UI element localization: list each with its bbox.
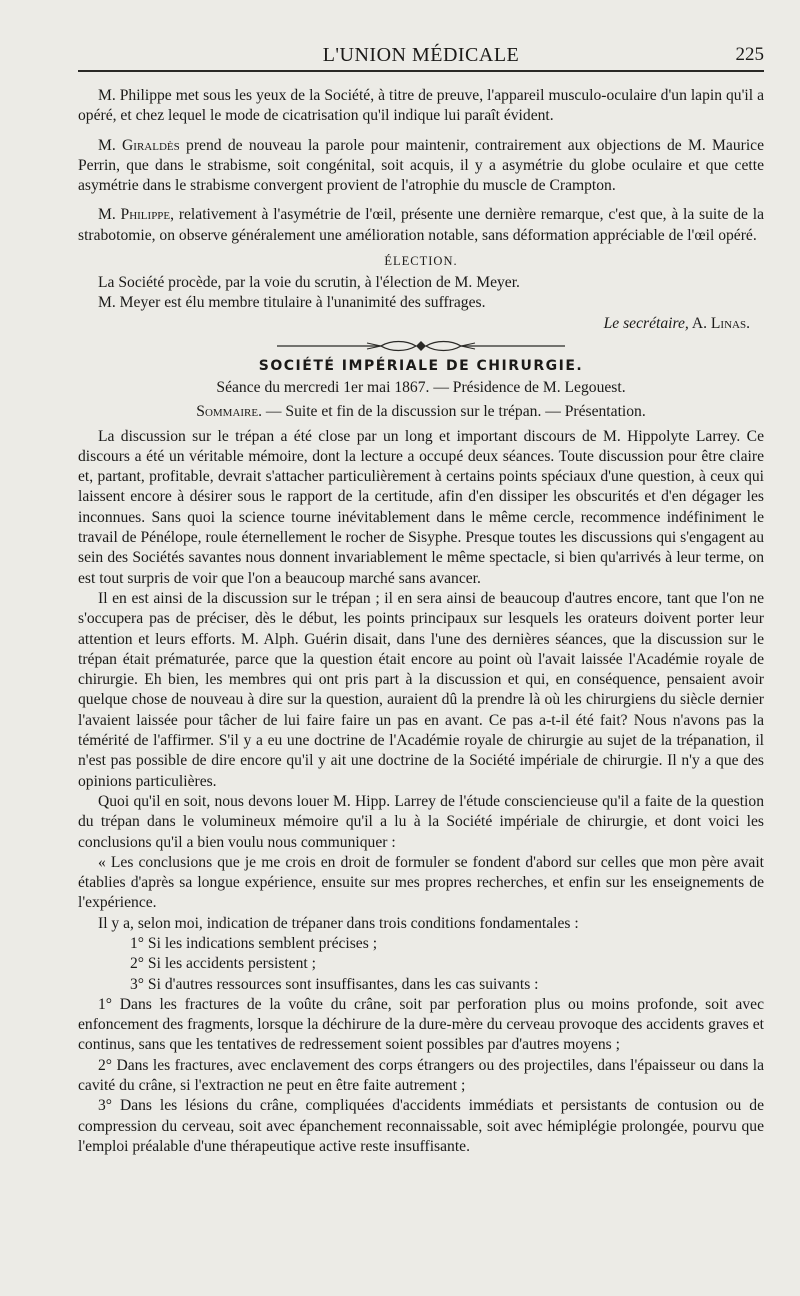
condition-item: 3° Si d'autres ressources sont insuffisantes, dans les cas suivants :	[130, 975, 539, 993]
signature-name: A. Linas.	[688, 314, 750, 332]
paragraph-discussion-trepan: La discussion sur le trépan a été close par un long et important discours de M. Hippolyte Larrey. Ce discours a été un véritable mémoire, dont la lecture a occupé deux séances. Toute discussion pour être claire et, partant, profitable, devrait s'attacher particulièrement à certains points spéciaux d'une question, à ceux qui laissent encore à désirer sous le rapport de la certitude, afin d'en dissiper les obscurités et d'en dégager les inconnues. Sans quoi la science tourne inévitablement dans le même cercle, recommence indéfiniment le travail de Pénélope, roule éternellement le rocher de Sisyphe. Presque toutes les discussions qui s'engagent au sein des Sociétés savantes nous donnent invariablement le même spectacle, si bien qu'arrivés à leur terme, on est tout surpris de voir que l'on a beaucoup marché sans avancer.	[78, 427, 764, 587]
summary-label: Sommaire.	[196, 403, 263, 421]
ornamental-divider	[271, 338, 571, 354]
paragraph-philippe-appareil: M. Philippe met sous les yeux de la Société, à titre de preuve, l'appareil musculo-oculaire d'un lapin qu'il a opéré, et chez lequel le mode de cicatrisation qu'il indique lui paraît évident.	[78, 87, 764, 125]
paragraph-election-procedure: La Société procède, par la voie du scrutin, à l'élection de M. Meyer.	[98, 274, 520, 292]
paragraph-giraldes	[78, 136, 764, 197]
paragraph-conclusions: « Les conclusions que je me crois en droit de formuler se fondent d'abord sur celles que mon père avait établies d'après sa longue expérience, ensuite sur mes propres recherches, et enfin sur les enseignements de l'expérience.	[78, 853, 764, 912]
condition-item: 2° Si les accidents persistent ;	[130, 955, 316, 973]
case-item: 3° Dans les lésions du crâne, compliquées d'accidents immédiats et persistants de contusion ou de compression du cerveau, soit avec épanchement reconnaissable, soit avec hémiplégie prolongée, pourvu que l'emploi préalable d'une thérapeutique active reste insuffisante.	[78, 1097, 764, 1155]
case-item: 1° Dans les fractures de la voûte du crâne, soit par perforation plus ou moins profonde, soit avec enfoncement des fragments, lorsque la déchirure de la dure-mère du cerveau provoque des accidents graves et continus, sans que les tentatives de redressement soient possibles par d'autres moyens ;	[78, 995, 764, 1054]
summary-line	[78, 402, 764, 422]
secretary-signature	[78, 314, 764, 334]
page-header	[78, 40, 764, 72]
summary-text: — Suite et fin de la discussion sur le trépan. — Présentation.	[262, 403, 646, 421]
speaker-name: M. Giraldès	[98, 136, 180, 154]
paragraph-indication: Il y a, selon moi, indication de trépaner dans trois conditions fondamentales :	[98, 914, 579, 932]
paragraph-text: , relativement à l'asymétrie de l'œil, présente une dernière remarque, c'est que, à la suite de la strabotomie, on observe généralement une amélioration notable, sans déformation appréciable de l'œil opéré.	[78, 206, 764, 244]
paragraph-text: prend de nouveau la parole pour maintenir, contrairement aux objections de M. Maurice Perrin, que dans le strabisme, soit congénital, soit acquis, il y a asymétrie du globe oculaire et que cette asymétrie dans le strabisme convergent provient de l'atrophie du muscle de Crampton.	[78, 136, 764, 195]
paragraph-ainsi-discussion: Il en est ainsi de la discussion sur le trépan ; il en sera ainsi de beaucoup d'autres encore, tant que l'on ne s'occupera pas de préciser, dès le début, les points principaux sur lesquels les orateurs doivent porter leur attention et leurs efforts. M. Alph. Guérin disait, dans l'une des dernières séances, que la discussion sur le trépan était prématurée, parce que la question était encore au point où l'avait laissée l'Académie royale de chirurgie. Eh bien, les membres qui ont pris part à la discussion et qui, en conséquence, pensaient avoir quelque chose de nouveau à dire sur la question, auraient dû la prendre là où les chirurgiens du siècle dernier l'avaient laissée pour tâcher de lui faire faire un pas en avant. Ce pas a-t-il été fait? Nous n'avons pas la témérité de l'affirmer. S'il y a eu une doctrine de l'Académie royale de chirurgie au sujet de la trépanation, il n'est pas possible de dire encore qu'il y ait une doctrine de la Société impériale de chirurgie. Il n'y a que des opinions particulières.	[78, 589, 764, 790]
session-line: Séance du mercredi 1er mai 1867. — Présidence de M. Legouest.	[216, 378, 626, 396]
paragraph-election-result: M. Meyer est élu membre titulaire à l'unanimité des suffrages.	[98, 294, 486, 312]
election-heading: ÉLECTION.	[384, 254, 458, 269]
section-title: SOCIÉTÉ IMPÉRIALE DE CHIRURGIE.	[258, 357, 584, 374]
paragraph-louer-larrey: Quoi qu'il en soit, nous devons louer M. Hipp. Larrey de l'étude consciencieuse qu'il a faite de la question du trépan dans le volumineux mémoire qu'il a lu à la Société impériale de chirurgie, et dont voici les conclusions qu'il a bien voulu nous communiquer :	[78, 792, 764, 851]
paragraph-philippe-remarque	[78, 205, 764, 246]
page-number: 225	[735, 44, 764, 65]
condition-item: 1° Si les indications semblent précises ;	[130, 934, 378, 952]
signature-role: Le secrétaire,	[603, 314, 689, 332]
running-title: L'UNION MÉDICALE	[322, 44, 520, 66]
case-item: 2° Dans les fractures, avec enclavement des corps étrangers ou des projectiles, dans l'épaisseur ou dans la cavité du crâne, si l'extraction ne peut en être faite autrement ;	[78, 1056, 764, 1095]
speaker-name: M. Philippe	[98, 206, 171, 224]
